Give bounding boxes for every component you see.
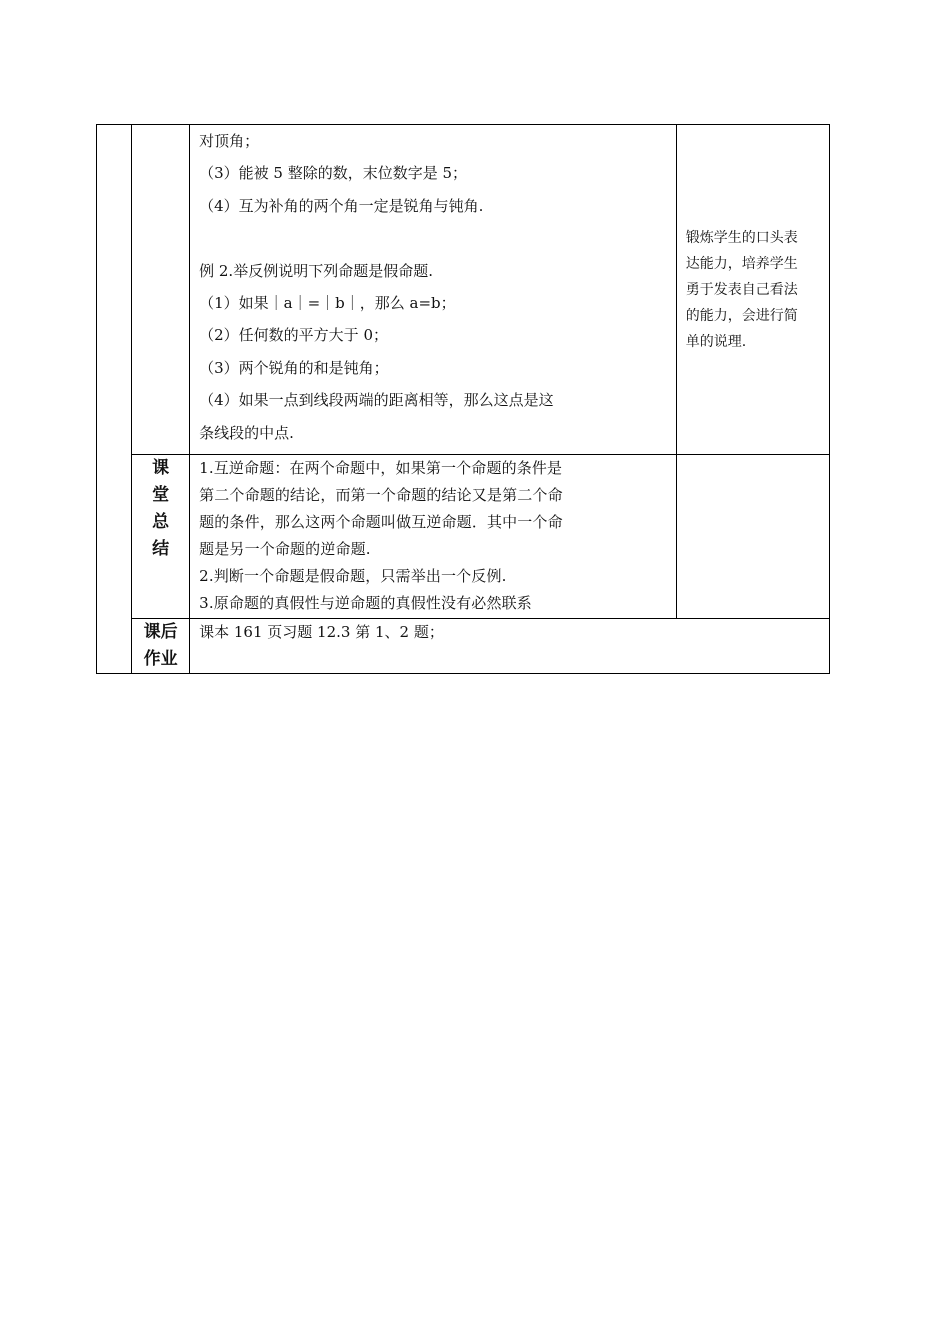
summary-content-cell — [190, 455, 677, 619]
note-line: 勇于发表自己看法 — [685, 281, 798, 298]
note-line: 达能力，培养学生 — [685, 255, 798, 272]
text-line: （4）互为补角的两个角一定是锐角与钝角. — [199, 196, 484, 215]
homework-label-line: 作业 — [143, 649, 178, 669]
summary-line: 题的条件，那么这两个命题叫做互逆命题．其中一个命 — [199, 513, 563, 531]
design-intent-note — [686, 225, 823, 355]
summary-line: 1.互逆命题：在两个命题中，如果第一个命题的条件是 — [199, 459, 563, 477]
text-line: （3）能被 5 整除的数，末位数字是 5； — [199, 164, 468, 183]
homework-label-cell — [132, 619, 190, 674]
design-intent-cell — [676, 125, 829, 455]
text-line: （4）如果一点到线段两端的距离相等，那么这点是这 — [199, 391, 554, 410]
summary-label-char: 结 — [152, 539, 170, 559]
note-line: 单的说理. — [685, 333, 747, 350]
summary-line: 第二个命题的结论，而第一个命题的结论又是第二个命 — [199, 486, 563, 504]
summary-note-cell — [676, 455, 829, 619]
homework-label-line: 课后 — [143, 622, 178, 642]
homework-text: 课本 161 页习题 12.3 第 1、2 题； — [199, 623, 444, 641]
examples-content-cell — [190, 125, 677, 455]
note-line: 的能力，会进行简 — [685, 307, 798, 324]
summary-label-cell — [132, 455, 190, 619]
text-line: （2）任何数的平方大于 0； — [199, 326, 388, 345]
note-line: 锻炼学生的口头表 — [685, 229, 798, 246]
text-line: 例 2.举反例说明下列命题是假命题. — [199, 261, 433, 280]
summary-label-char: 总 — [152, 512, 170, 532]
text-line: 对顶角； — [199, 132, 260, 150]
examples-label-cell — [132, 125, 190, 455]
summary-label-char: 堂 — [152, 485, 170, 505]
homework-row — [97, 619, 830, 674]
outer-left-cell — [97, 125, 132, 674]
summary-line: 题是另一个命题的逆命题. — [199, 540, 371, 558]
homework-content-cell — [190, 619, 830, 674]
blank-line — [199, 222, 668, 254]
lesson-plan-table — [96, 124, 830, 674]
text-line: 条线段的中点. — [199, 423, 294, 442]
summary-label-char: 课 — [152, 458, 170, 478]
text-line: （1）如果｜a｜=｜b｜，那么 a=b； — [199, 294, 456, 313]
examples-row — [97, 125, 830, 455]
summary-row — [97, 455, 830, 619]
summary-line: 2.判断一个命题是假命题，只需举出一个反例. — [199, 567, 507, 585]
text-line: （3）两个锐角的和是钝角； — [199, 358, 389, 377]
summary-line: 3.原命题的真假性与逆命题的真假性没有必然联系 — [199, 594, 532, 612]
